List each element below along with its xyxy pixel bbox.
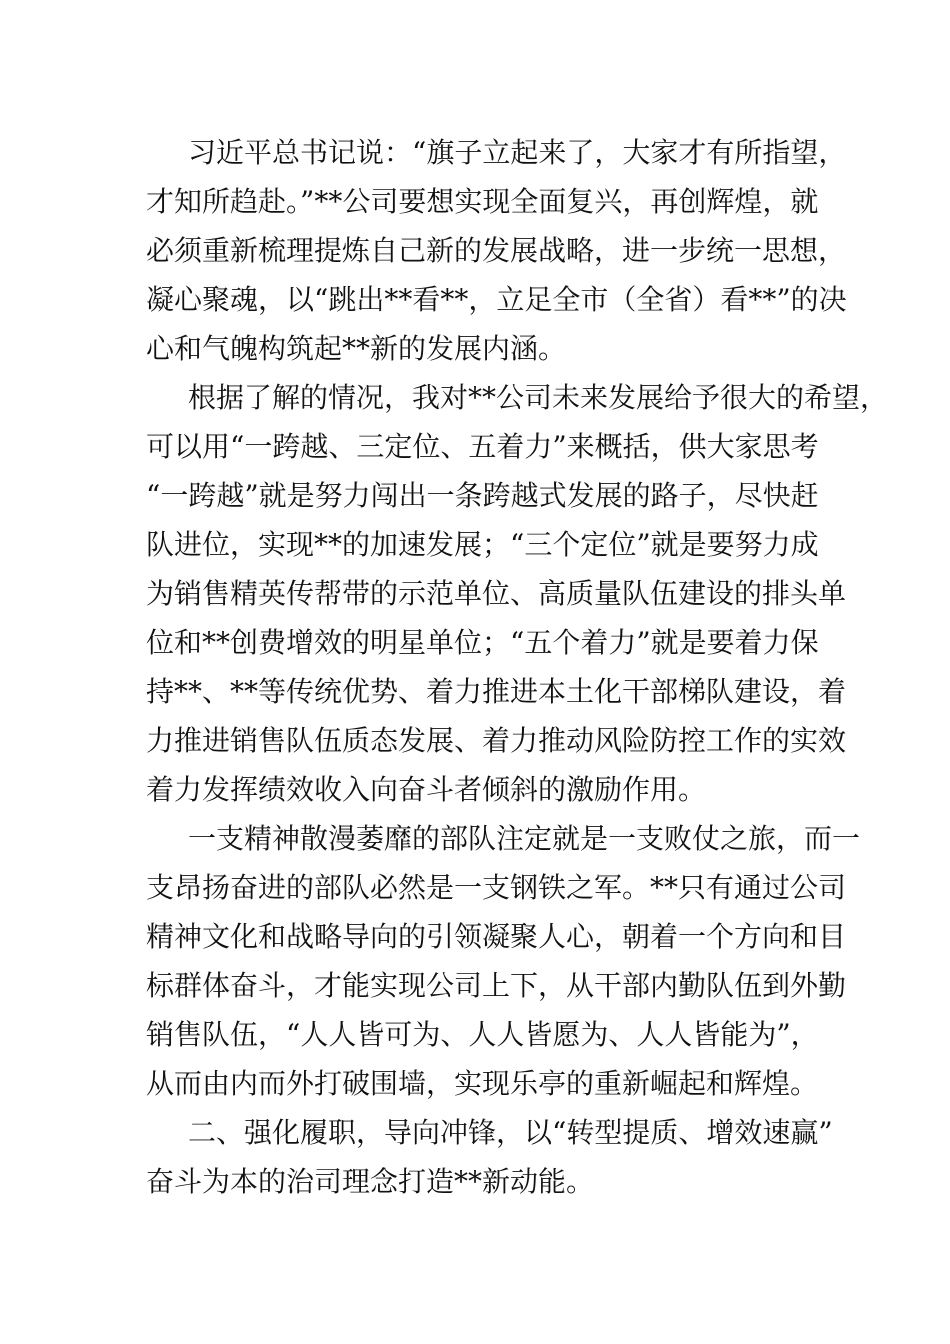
paragraph-2 xyxy=(146,373,889,814)
paragraph-3 xyxy=(146,814,861,1108)
text-line: 必须重新梳理提炼自己新的发展战略，进一步统一思想， xyxy=(146,234,847,267)
document-body xyxy=(146,128,889,1206)
text-line: 心和气魄构筑起**新的发展内涵。 xyxy=(146,332,567,365)
text-line: “一跨越”就是努力闯出一条跨越式发展的路子，尽快赶 xyxy=(146,479,819,512)
paragraph-1 xyxy=(146,128,847,373)
text-line: 奋斗为本的治司理念打造**新动能。 xyxy=(146,1165,595,1198)
text-line: 根据了解的情况，我对**公司未来发展给予很大的希望， xyxy=(188,381,889,414)
text-line: 一支精神散漫萎靡的部队注定就是一支败仗之旅，而一 xyxy=(188,822,861,855)
text-line: 队进位，实现**的加速发展；“三个定位”就是要努力成 xyxy=(146,528,819,561)
text-line: 为销售精英传帮带的示范单位、高质量队伍建设的排头单 xyxy=(146,577,847,610)
text-line: 标群体奋斗，才能实现公司上下，从干部内勤队伍到外勤 xyxy=(146,969,847,1002)
text-line: 才知所趋赴。”**公司要想实现全面复兴，再创辉煌，就 xyxy=(146,185,819,218)
text-line: 持**、**等传统优势、着力推进本土化干部梯队建设，着 xyxy=(146,675,847,708)
text-line: 销售队伍，“人人皆可为、人人皆愿为、人人皆能为”， xyxy=(146,1018,819,1051)
text-line: 力推进销售队伍质态发展、着力推动风险防控工作的实效 xyxy=(146,724,847,757)
text-line: 二、强化履职，导向冲锋，以“转型提质、增效速赢” xyxy=(188,1116,833,1149)
text-line: 可以用“一跨越、三定位、五着力”来概括，供大家思考 xyxy=(146,430,819,463)
text-line: 习近平总书记说：“旗子立起来了，大家才有所指望， xyxy=(188,136,847,169)
text-line: 凝心聚魂，以“跳出**看**，立足全市（全省）看**”的决 xyxy=(146,283,847,316)
text-line: 着力发挥绩效收入向奋斗者倾斜的激励作用。 xyxy=(146,773,707,806)
text-line: 位和**创费增效的明星单位；“五个着力”就是要着力保 xyxy=(146,626,819,659)
paragraph-4-section-heading xyxy=(146,1108,833,1206)
text-line: 精神文化和战略导向的引领凝聚人心，朝着一个方向和目 xyxy=(146,920,847,953)
text-line: 支昂扬奋进的部队必然是一支钢铁之军。**只有通过公司 xyxy=(146,871,847,904)
text-line: 从而由内而外打破围墙，实现乐亭的重新崛起和辉煌。 xyxy=(146,1067,819,1100)
